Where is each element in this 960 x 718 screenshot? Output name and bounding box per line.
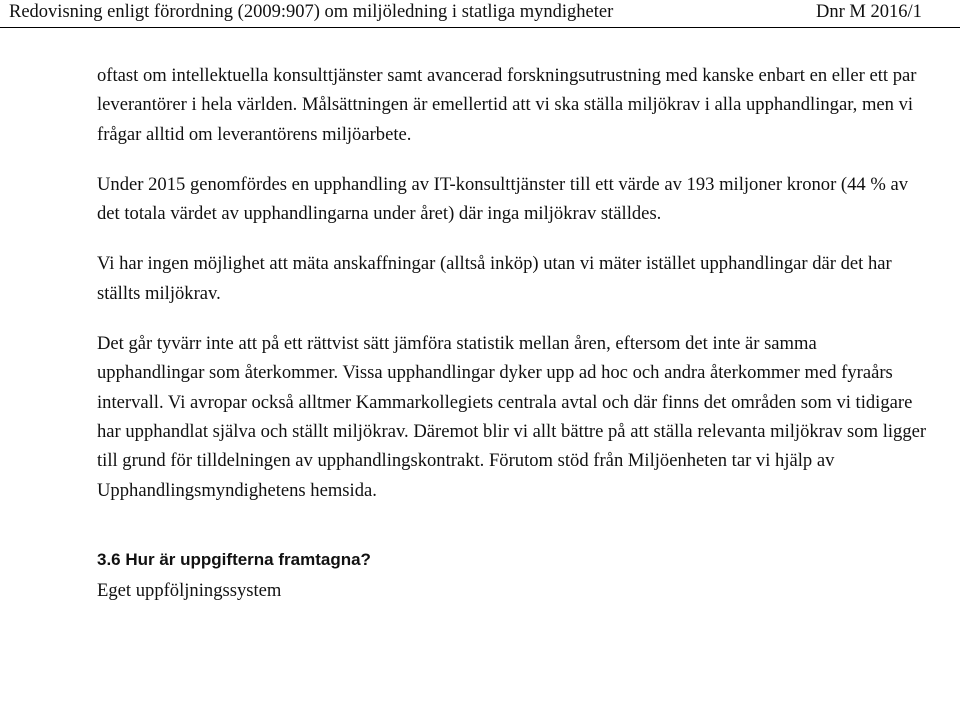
document-reference-number: Dnr M 2016/1 xyxy=(816,2,922,22)
section-heading: 3.6 Hur är uppgifterna framtagna? xyxy=(97,549,371,569)
paragraph-1: oftast om intellektuella konsulttjänster samt avancerad forskningsutrustning med kanske enbart en eller ett par leverantörer i hela världen. Målsättningen är emellertid att vi ska ställa miljökrav i alla upphandlingar, men vi frågar alltid om leverantörens miljöarbete. xyxy=(97,65,917,145)
paragraph-3: Vi har ingen möjlighet att mäta anskaffningar (alltså inköp) utan vi mäter istället upphandlingar där det har ställts miljökrav. xyxy=(97,253,892,304)
document-body xyxy=(97,61,927,604)
document-title: Redovisning enligt förordning (2009:907) om miljöledning i statliga myndigheter xyxy=(9,2,614,22)
section-text: Eget uppföljningssystem xyxy=(97,579,282,601)
paragraph-4: Det går tyvärr inte att på ett rättvist sätt jämföra statistik mellan åren, eftersom det inte är samma upphandlingar som återkommer. Vissa upphandlingar dyker upp ad hoc och andra återkommer med fyraårs intervall. Vi avropar också alltmer Kammarkollegiets centrala avtal och där finns det områden som vi tidigare har upphandlat själva och ställt miljökrav. Däremot blir vi allt bättre på att ställa relevanta miljökrav som ligger till grund för tilldelningen av upphandlingskontrakt. Förutom stöd från Miljöenheten tar vi hjälp av Upphandlingsmyndighetens hemsida. xyxy=(97,333,927,501)
page-header xyxy=(0,0,960,28)
paragraph-2: Under 2015 genomfördes en upphandling av IT-konsulttjänster till ett värde av 193 miljoner kronor (44 % av det totala värdet av upphandlingarna under året) där inga miljökrav ställdes. xyxy=(97,173,909,225)
